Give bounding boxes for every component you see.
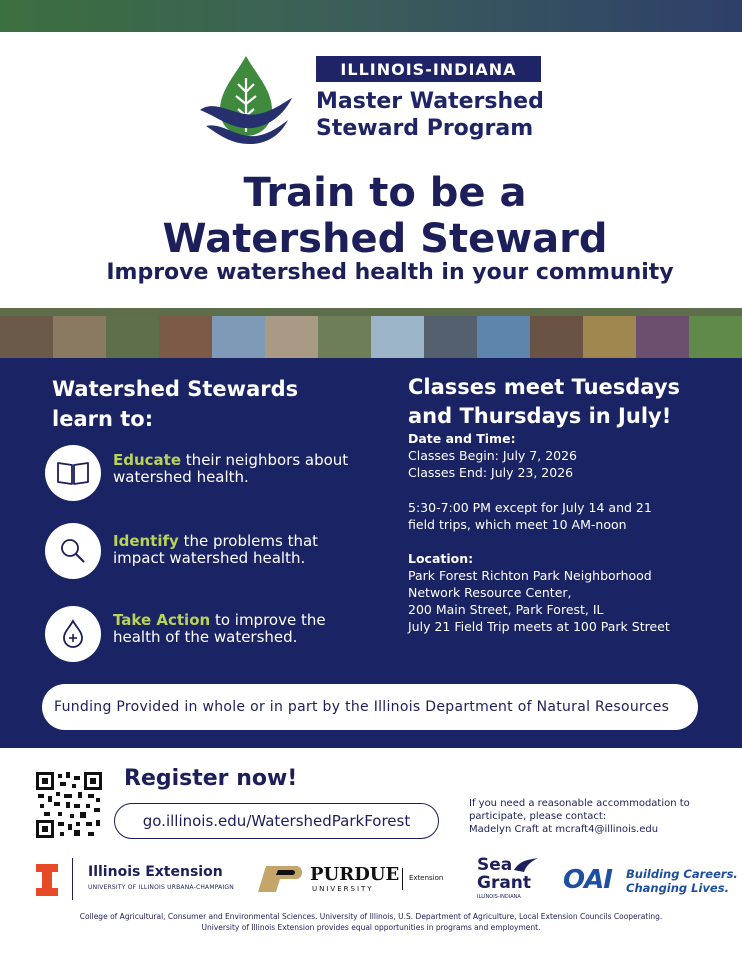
location-line: 200 Main Street, Park Forest, IL: [408, 602, 604, 617]
water-drop-plus-icon-circle: [45, 606, 101, 662]
photo: [159, 316, 212, 358]
footer-line: University of Illinois Extension provides equal opportunities in programs and employment.: [201, 923, 541, 932]
qr-code-icon[interactable]: [36, 772, 102, 838]
ofi-tagline-line1: Building Careers.: [626, 867, 738, 881]
date-time-info: [408, 430, 738, 481]
photo: [106, 316, 159, 358]
headline-line1: Train to be a: [243, 170, 527, 216]
headline-line2: Watershed Steward: [162, 216, 608, 262]
photo: [265, 316, 318, 358]
learn-item-text: health of the watershed.: [113, 628, 298, 646]
purdue-name: PURDUE: [310, 864, 400, 885]
classes-title-line2: and Thursdays in July!: [408, 404, 672, 428]
time-line: 5:30-7:00 PM except for July 14 and 21: [408, 500, 652, 515]
register-url-link[interactable]: go.illinois.edu/WatershedParkForest: [114, 803, 439, 839]
classes-begin: Classes Begin: July 7, 2026: [408, 448, 578, 463]
learn-item-text: impact watershed health.: [113, 549, 306, 567]
purdue-p-icon: [258, 866, 304, 892]
contact-line: If you need a reasonable accommodation to: [469, 798, 690, 809]
water-drop-plus-icon: [60, 619, 86, 649]
photo: [530, 316, 583, 358]
location-info: [408, 550, 738, 635]
program-title-line1: Master Watershed: [316, 89, 544, 114]
sea-grant-line1: Sea: [477, 855, 513, 875]
extension-name: Illinois Extension: [88, 864, 223, 880]
time-line: field trips, which meet 10 AM-noon: [408, 517, 627, 532]
magnifier-icon: [58, 536, 88, 566]
purdue-subtitle: UNIVERSITY: [312, 885, 374, 893]
photo: [53, 316, 106, 358]
photo: [636, 316, 689, 358]
register-title: Register now!: [124, 766, 298, 791]
watershed-drop-logo-icon: [196, 52, 296, 152]
learn-item-educate: [113, 452, 353, 486]
partner-logos: [0, 852, 742, 904]
book-icon-circle: [45, 445, 101, 501]
photo-strip: [0, 308, 742, 358]
logo-divider: [72, 858, 73, 900]
funding-banner: Funding Provided in whole or in part by the Illinois Department of Natural Resources: [42, 684, 698, 730]
photo: [477, 316, 530, 358]
magnifier-icon-circle: [45, 523, 101, 579]
photo: [318, 316, 371, 358]
illinois-block-i-icon: [36, 864, 58, 896]
extension-subtitle: UNIVERSITY OF ILLINOIS URBANA-CHAMPAIGN: [88, 884, 234, 891]
state-badge: ILLINOIS-INDIANA: [316, 56, 541, 82]
location-line: Park Forest Richton Park Neighborhood: [408, 568, 652, 583]
ofi-logo-mark: OAI: [563, 865, 612, 895]
learn-title-line1: Watershed Stewards: [52, 377, 299, 401]
learn-item-identify: [113, 533, 353, 567]
subheadline: Improve watershed health in your community: [106, 260, 674, 285]
book-icon: [56, 460, 90, 486]
learn-title: [52, 374, 332, 434]
classes-end: Classes End: July 23, 2026: [408, 465, 574, 480]
sea-grant-line3: ILLINOIS-INDIANA: [477, 894, 521, 900]
location-line: July 21 Field Trip meets at 100 Park Street: [408, 619, 670, 634]
photo: [583, 316, 636, 358]
top-color-bar: [0, 0, 742, 32]
sea-grant-wave-icon: [514, 858, 538, 872]
footer-disclaimer: [0, 911, 742, 933]
sea-grant-line2: Grant: [477, 873, 532, 893]
program-title: [316, 88, 556, 142]
learn-title-line2: learn to:: [52, 407, 154, 431]
learn-item-highlight: Identify: [113, 532, 179, 550]
learn-item-highlight: Take Action: [113, 611, 211, 629]
contact-line: participate, please contact:: [469, 811, 607, 822]
classes-title-line1: Classes meet Tuesdays: [408, 375, 681, 399]
photo: [689, 316, 742, 358]
headline: [0, 170, 742, 262]
purdue-extension: Extension: [409, 874, 444, 882]
classes-title: [408, 373, 738, 431]
learn-item-text: the problems that: [178, 532, 319, 550]
accommodation-contact: [469, 797, 699, 836]
photo: [424, 316, 477, 358]
photo: [0, 316, 53, 358]
photo: [212, 316, 265, 358]
learn-item-text: watershed health.: [113, 468, 249, 486]
learn-item-highlight: Educate: [113, 451, 182, 469]
contact-line: Madelyn Craft at mcraft4@illinois.edu: [469, 824, 659, 835]
location-label: Location:: [408, 551, 474, 566]
date-time-label: Date and Time:: [408, 431, 516, 446]
learn-item-text: their neighbors about: [181, 451, 349, 469]
ofi-tagline-line2: Changing Lives.: [626, 881, 729, 895]
learn-item-text: to improve the: [210, 611, 326, 629]
photo: [371, 316, 424, 358]
logo-divider: [402, 868, 403, 890]
learn-item-take-action: [113, 612, 353, 646]
program-title-line2: Steward Program: [316, 116, 534, 141]
time-info: [408, 499, 738, 533]
footer-line: College of Agricultural, Consumer and Environmental Sciences. University of Illinois, U.S. Department of Agriculture, Local Extension Councils Cooperating.: [79, 912, 663, 921]
location-line: Network Resource Center,: [408, 585, 572, 600]
